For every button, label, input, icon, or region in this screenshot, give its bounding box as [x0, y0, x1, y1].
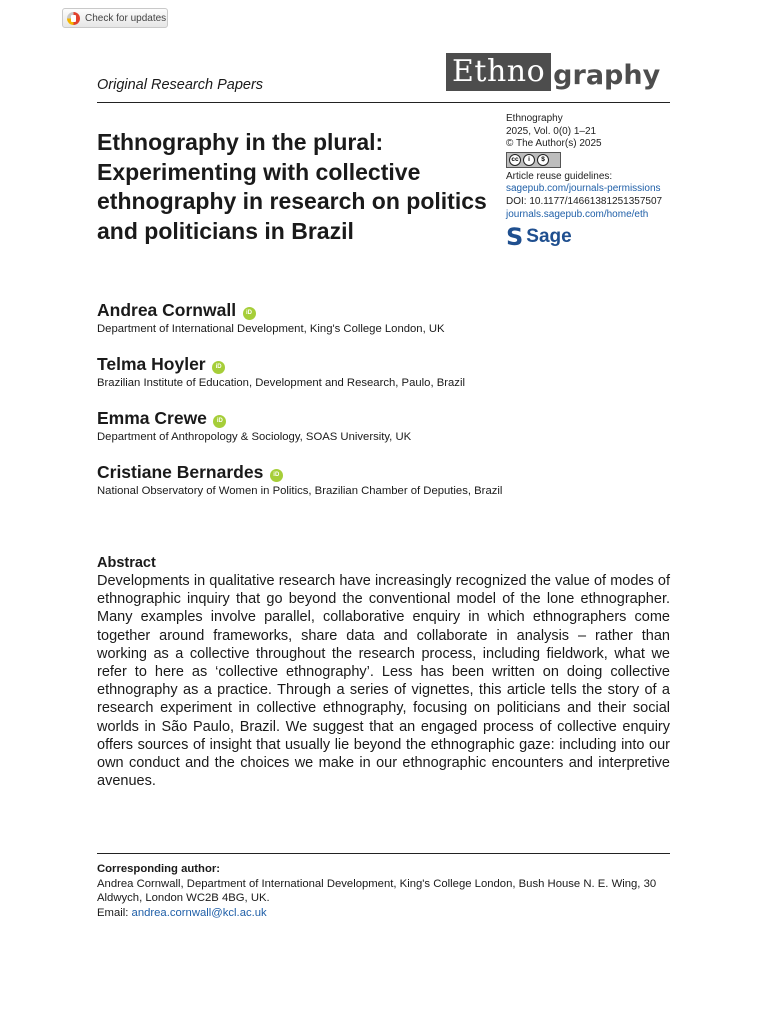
- creative-commons-license-icon[interactable]: [506, 152, 561, 168]
- abstract-body: Developments in qualitative research have increasingly recognized the value of modes of ethnographic inquiry that go beyond the conventional model of the lone ethnographer. Many examples involve parallel, collaborative enquiry in which ethnographers come together around frameworks, share data and collaborate in analysis – rather than working as a collective throughout the research process, including fieldwork, what we refer to here as ‘collective ethnography’. Less has been written on doing collective ethnography as a practice. Through a series of vignettes, this article tells the story of a research experiment in collective ethnography, focusing on politicians and their social worlds in São Paulo, Brazil. We suggest that an engaged process of collective enquiry offers sources of insight that usually lie beyond the ethnographic gaze: including into our own conduct and the choices we make in our ethnographic encounters and interpretive avenues.: [97, 573, 670, 790]
- author-name[interactable]: Emma Crewe: [97, 408, 207, 428]
- email-link[interactable]: andrea.cornwall@kcl.ac.uk: [131, 906, 267, 919]
- publisher-name: Sage: [526, 226, 572, 248]
- article-metadata: [506, 113, 676, 252]
- volume-info: 2025, Vol. 0(0) 1–21: [506, 125, 597, 137]
- orcid-icon[interactable]: iD: [243, 307, 256, 320]
- sage-logo-icon: S: [506, 223, 524, 252]
- check-for-updates-icon: [67, 12, 80, 25]
- author-affiliation: Department of Anthropology & Sociology, SOAS University, UK: [97, 431, 412, 443]
- email-label: Email:: [97, 906, 129, 919]
- attribution-icon: i: [523, 154, 535, 166]
- author-block: [97, 408, 411, 443]
- author-affiliation: Department of International Development, King's College London, UK: [97, 323, 445, 335]
- corresponding-author-note: [97, 862, 670, 920]
- journal-homepage-link[interactable]: journals.sagepub.com/home/eth: [506, 208, 649, 220]
- corresponding-author-address: Andrea Cornwall, Department of International Development, King's College London, Bush House N. E. Wing, 30 Aldwych, London WC2B 4BG, UK.: [97, 877, 657, 905]
- orcid-icon[interactable]: iD: [270, 469, 283, 482]
- abstract-heading: Abstract: [97, 555, 156, 571]
- article-title: Ethnography in the plural: Experimenting with collective ethnography in research on politics and politicians in Brazil: [97, 129, 487, 244]
- abstract-section: [97, 554, 670, 790]
- section-label: Original Research Papers: [97, 77, 264, 93]
- journal-name: Ethnography: [506, 113, 563, 124]
- copyright-line: © The Author(s) 2025: [506, 138, 602, 150]
- orcid-icon[interactable]: iD: [212, 361, 225, 374]
- author-name[interactable]: Cristiane Bernardes: [97, 462, 264, 482]
- author-name[interactable]: Andrea Cornwall: [97, 300, 237, 320]
- reuse-guidelines-label: Article reuse guidelines:: [506, 170, 613, 182]
- author-block: [97, 300, 445, 335]
- author-name[interactable]: Telma Hoyler: [97, 354, 206, 374]
- author-block: [97, 354, 465, 389]
- noncommercial-icon: $: [537, 154, 549, 166]
- orcid-icon[interactable]: iD: [213, 415, 226, 428]
- header-divider: [97, 102, 670, 103]
- check-for-updates-button[interactable]: [62, 8, 168, 28]
- cc-icon: cc: [509, 154, 521, 166]
- corresponding-author-email-row: [97, 906, 670, 921]
- corresponding-author-heading: Corresponding author:: [97, 863, 221, 875]
- publisher-logo[interactable]: [506, 223, 676, 252]
- journal-logo: [446, 53, 660, 91]
- footnote-divider: [97, 853, 670, 854]
- journal-logo-part2: graphy: [553, 60, 661, 91]
- check-for-updates-label: Check for updates: [85, 12, 167, 24]
- author-affiliation: Brazilian Institute of Education, Development and Research, Paulo, Brazil: [97, 377, 465, 389]
- reuse-guidelines-link[interactable]: sagepub.com/journals-permissions: [506, 183, 661, 195]
- doi[interactable]: DOI: 10.1177/14661381251357507: [506, 195, 663, 207]
- author-block: [97, 462, 502, 497]
- journal-logo-part1: Ethno: [446, 53, 551, 91]
- author-affiliation: National Observatory of Women in Politics, Brazilian Chamber of Deputies, Brazil: [97, 485, 503, 497]
